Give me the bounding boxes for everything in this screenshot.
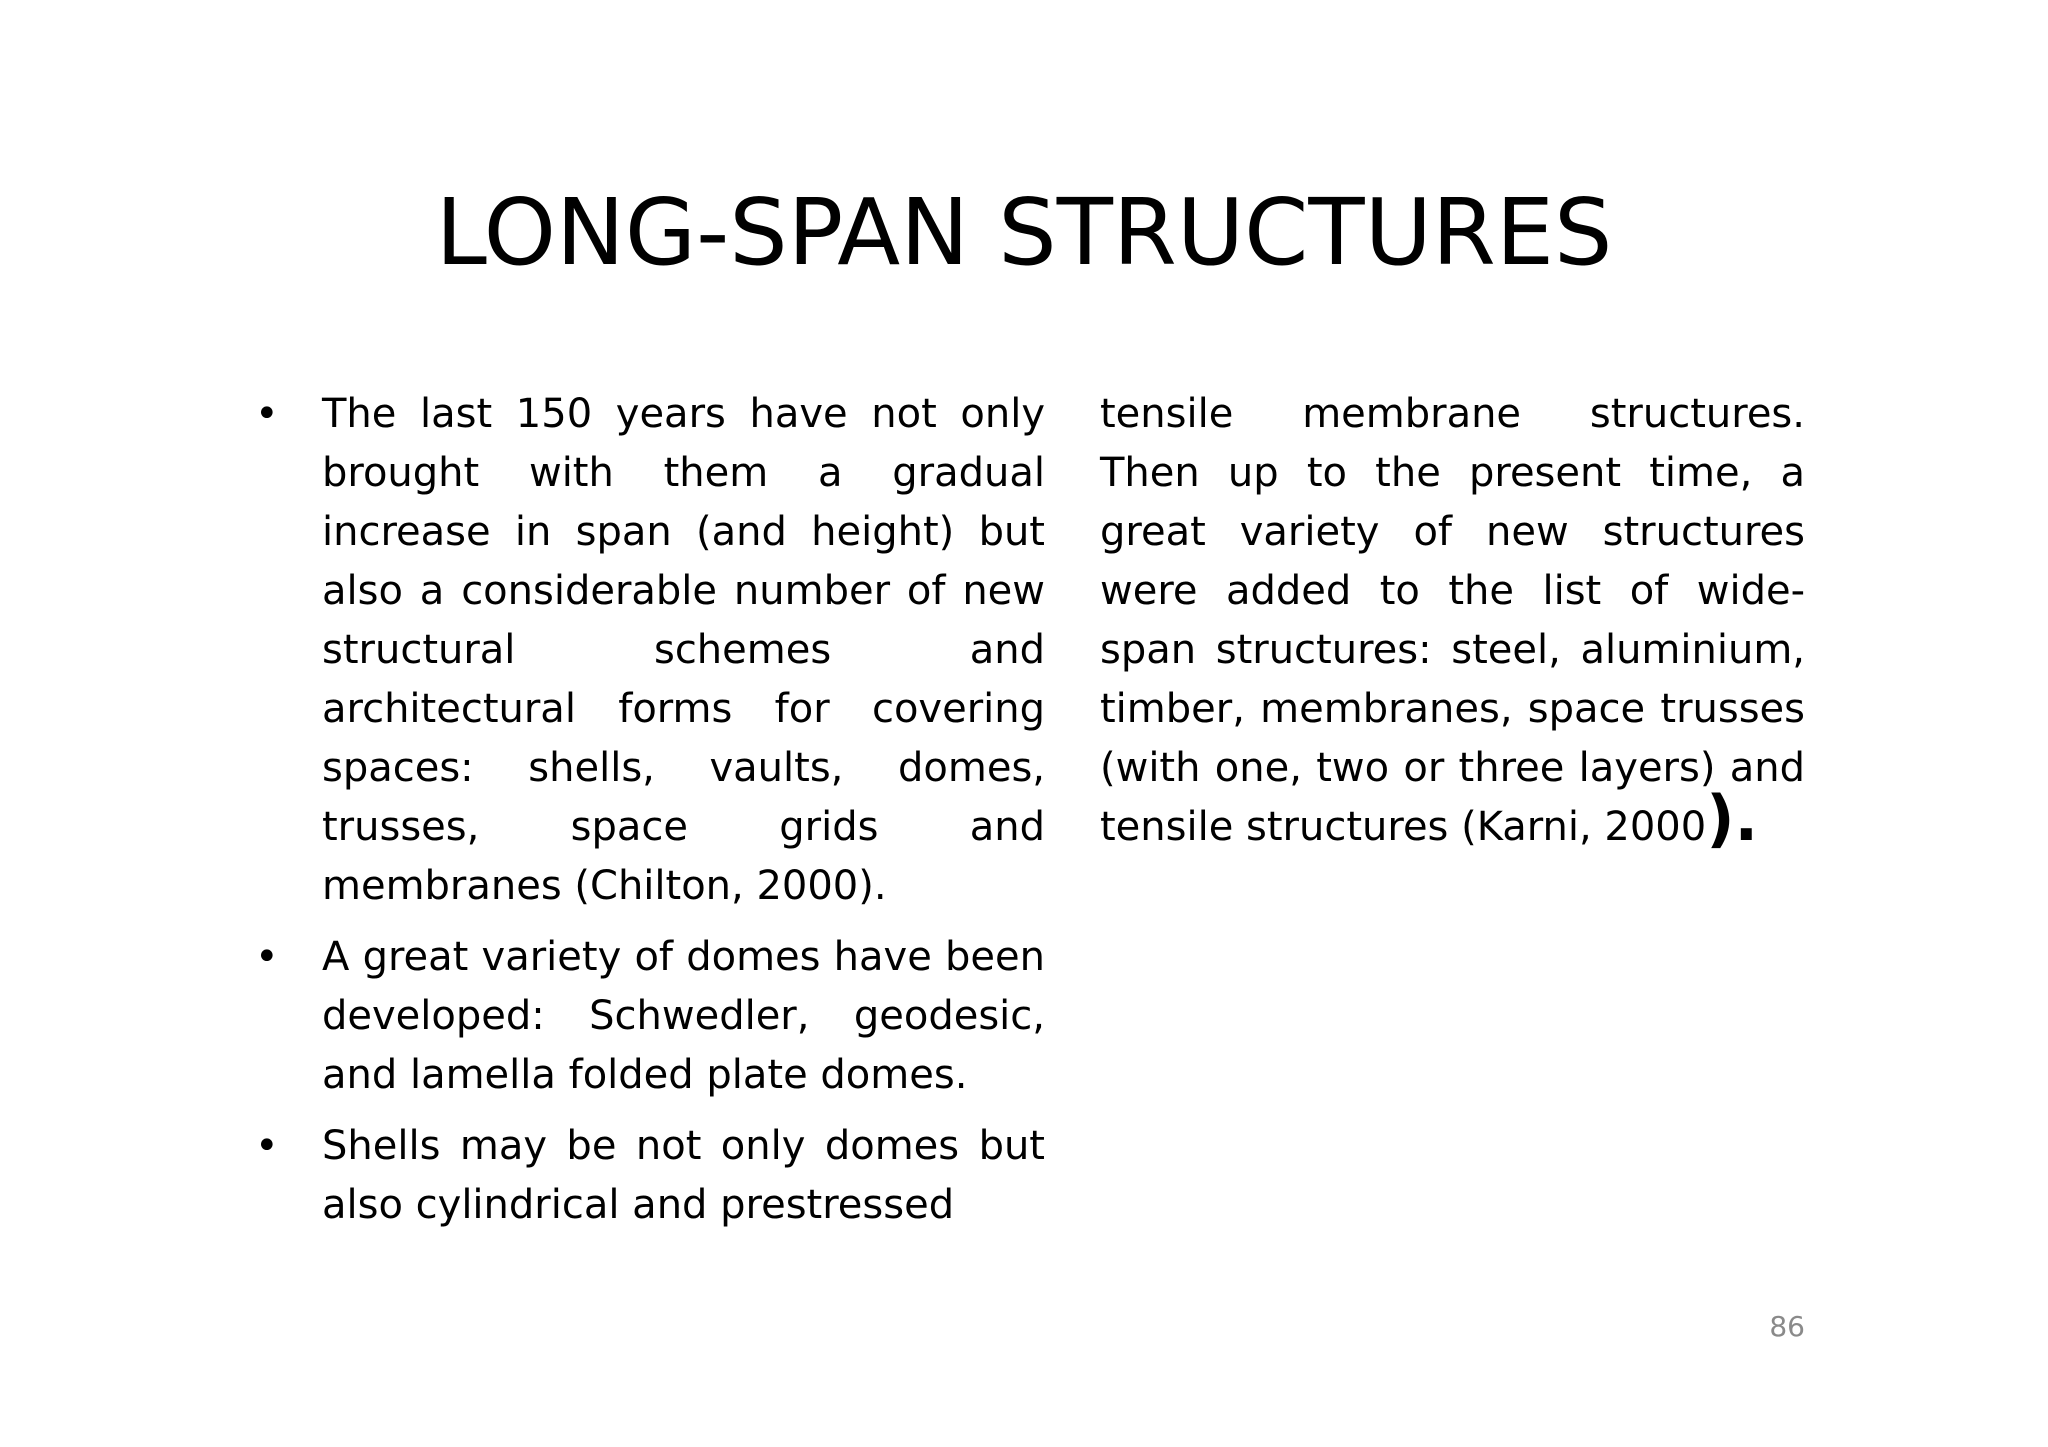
left-column [255, 385, 1045, 1247]
closing-punctuation: ). [1706, 782, 1759, 855]
bullet-text: A great variety of domes have been developed: Schwedler, geodesic, and lamella folded plate domes. [322, 934, 1045, 1098]
bullet-item-domes [255, 928, 1045, 1105]
slide-title: LONG-SPAN STRUCTURES [435, 179, 1613, 286]
bullet-icon: • [255, 391, 279, 437]
bullet-icon: • [255, 934, 279, 980]
page-number: 86 [1769, 1310, 1805, 1343]
bullet-icon: • [255, 1123, 279, 1169]
bullet-item-history [255, 385, 1045, 916]
bullet-item-shells [255, 1117, 1045, 1235]
bullet-text: Shells may be not only domes but also cylindrical and prestressed [322, 1123, 1045, 1228]
bullet-list [255, 385, 1045, 1235]
continuation-text: tensile membrane structures. Then up to the present time, a great variety of new structures were added to the list of wide-span structures: steel, aluminium, timber, membranes, space trusses (with one, two or three layers) and tensile structures (Karni, 2000 [1100, 391, 1805, 850]
right-column [1100, 385, 1805, 857]
bullet-text: The last 150 years have not only brought with them a gradual increase in span (and height) but also a considerable number of new structural schemes and architectural forms for covering spaces: shells, vaults, domes, trusses, space grids and membranes (Chilton, 2000). [322, 391, 1045, 909]
